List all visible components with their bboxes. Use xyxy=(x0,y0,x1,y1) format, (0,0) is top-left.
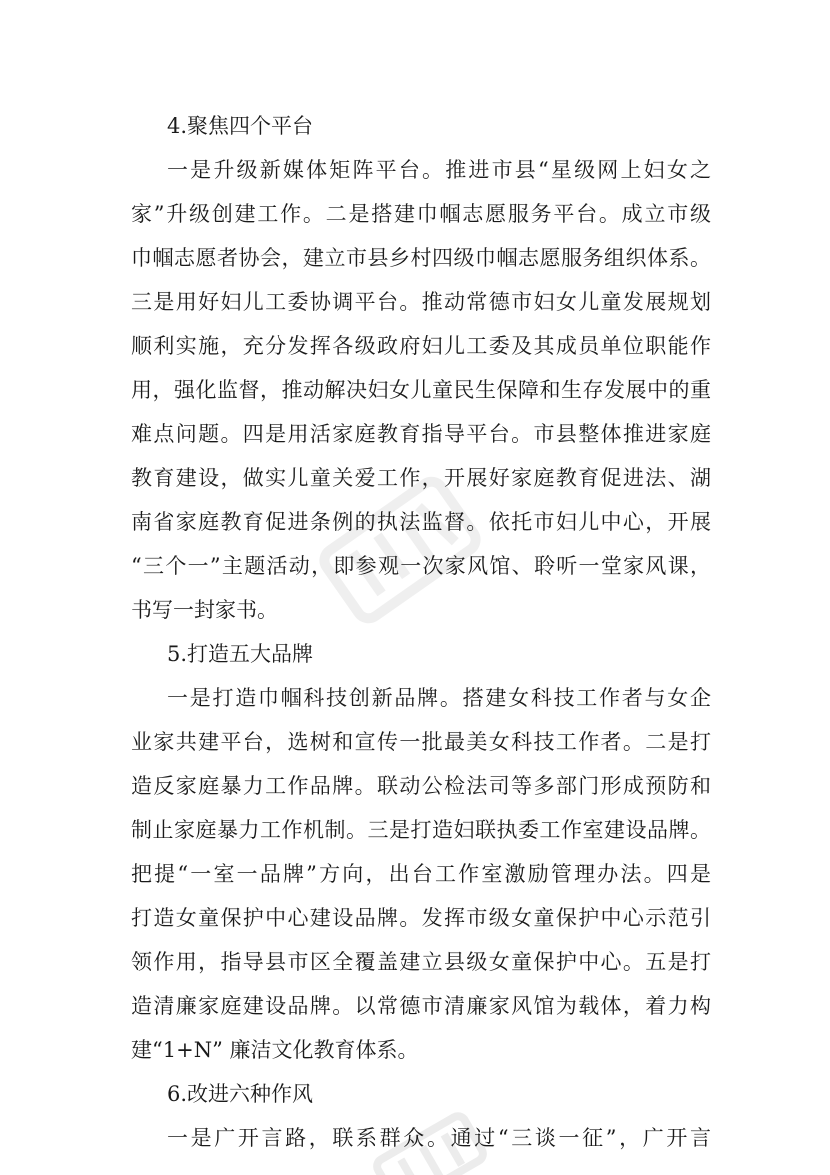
text-line: 三是用好妇儿工委协调平台。推动常德市妇女儿童发展规划 xyxy=(131,290,711,314)
text-line: 一是打造巾帼科技创新品牌。搭建女科技工作者与女企 xyxy=(167,686,711,710)
text-line: 一是升级新媒体矩阵平台。推进市县“星级网上妇女之 xyxy=(167,158,711,182)
text-line: 顺利实施，充分发挥各级政府妇儿工委及其成员单位职能作 xyxy=(131,334,711,358)
text-line: 南省家庭教育促进条例的执法监督。依托市妇儿中心，开展 xyxy=(131,510,711,534)
text-line: 建“1+N” 廉洁文化教育体系。 xyxy=(131,1038,419,1062)
text-line: 家”升级创建工作。二是搭建巾帼志愿服务平台。成立市级 xyxy=(131,202,711,226)
section-heading-4: 4.聚焦四个平台 xyxy=(167,114,314,138)
paragraph-styles xyxy=(131,1116,711,1160)
text-line: 难点问题。四是用活家庭教育指导平台。市县整体推进家庭 xyxy=(131,422,711,446)
text-line: 造清廉家庭建设品牌。以常德市清廉家风馆为载体，着力构 xyxy=(131,994,711,1018)
text-line: 巾帼志愿者协会，建立市县乡村四级巾帼志愿服务组织体系。 xyxy=(131,246,711,270)
text-line: “三个一”主题活动，即参观一次家风馆、聆听一堂家风课， xyxy=(131,554,711,578)
paragraph-platforms xyxy=(131,148,711,632)
document-body xyxy=(131,104,711,1160)
text-line: 制止家庭暴力工作机制。三是打造妇联执委工作室建设品牌。 xyxy=(131,818,711,842)
text-line: 造反家庭暴力工作品牌。联动公检法司等多部门形成预防和 xyxy=(131,774,711,798)
text-line: 教育建设，做实儿童关爱工作，开展好家庭教育促进法、湖 xyxy=(131,466,711,490)
text-line: 用，强化监督，推动解决妇女儿童民生保障和生存发展中的重 xyxy=(131,378,711,402)
text-line: 业家共建平台，选树和宣传一批最美女科技工作者。二是打 xyxy=(131,730,711,754)
paragraph-brands xyxy=(131,676,711,1072)
text-line: 书写一封家书。 xyxy=(131,598,278,622)
section-heading-6: 6.改进六种作风 xyxy=(167,1082,314,1106)
text-line: 一是广开言路，联系群众。通过“三谈一征”，广开言 xyxy=(167,1126,711,1150)
text-line: 领作用，指导县市区全覆盖建立县级女童保护中心。五是打 xyxy=(131,950,711,974)
section-heading-5: 5.打造五大品牌 xyxy=(167,642,314,666)
text-line: 把提“一室一品牌”方向，出台工作室激励管理办法。四是 xyxy=(131,862,711,886)
text-line: 打造女童保护中心建设品牌。发挥市级女童保护中心示范引 xyxy=(131,906,711,930)
